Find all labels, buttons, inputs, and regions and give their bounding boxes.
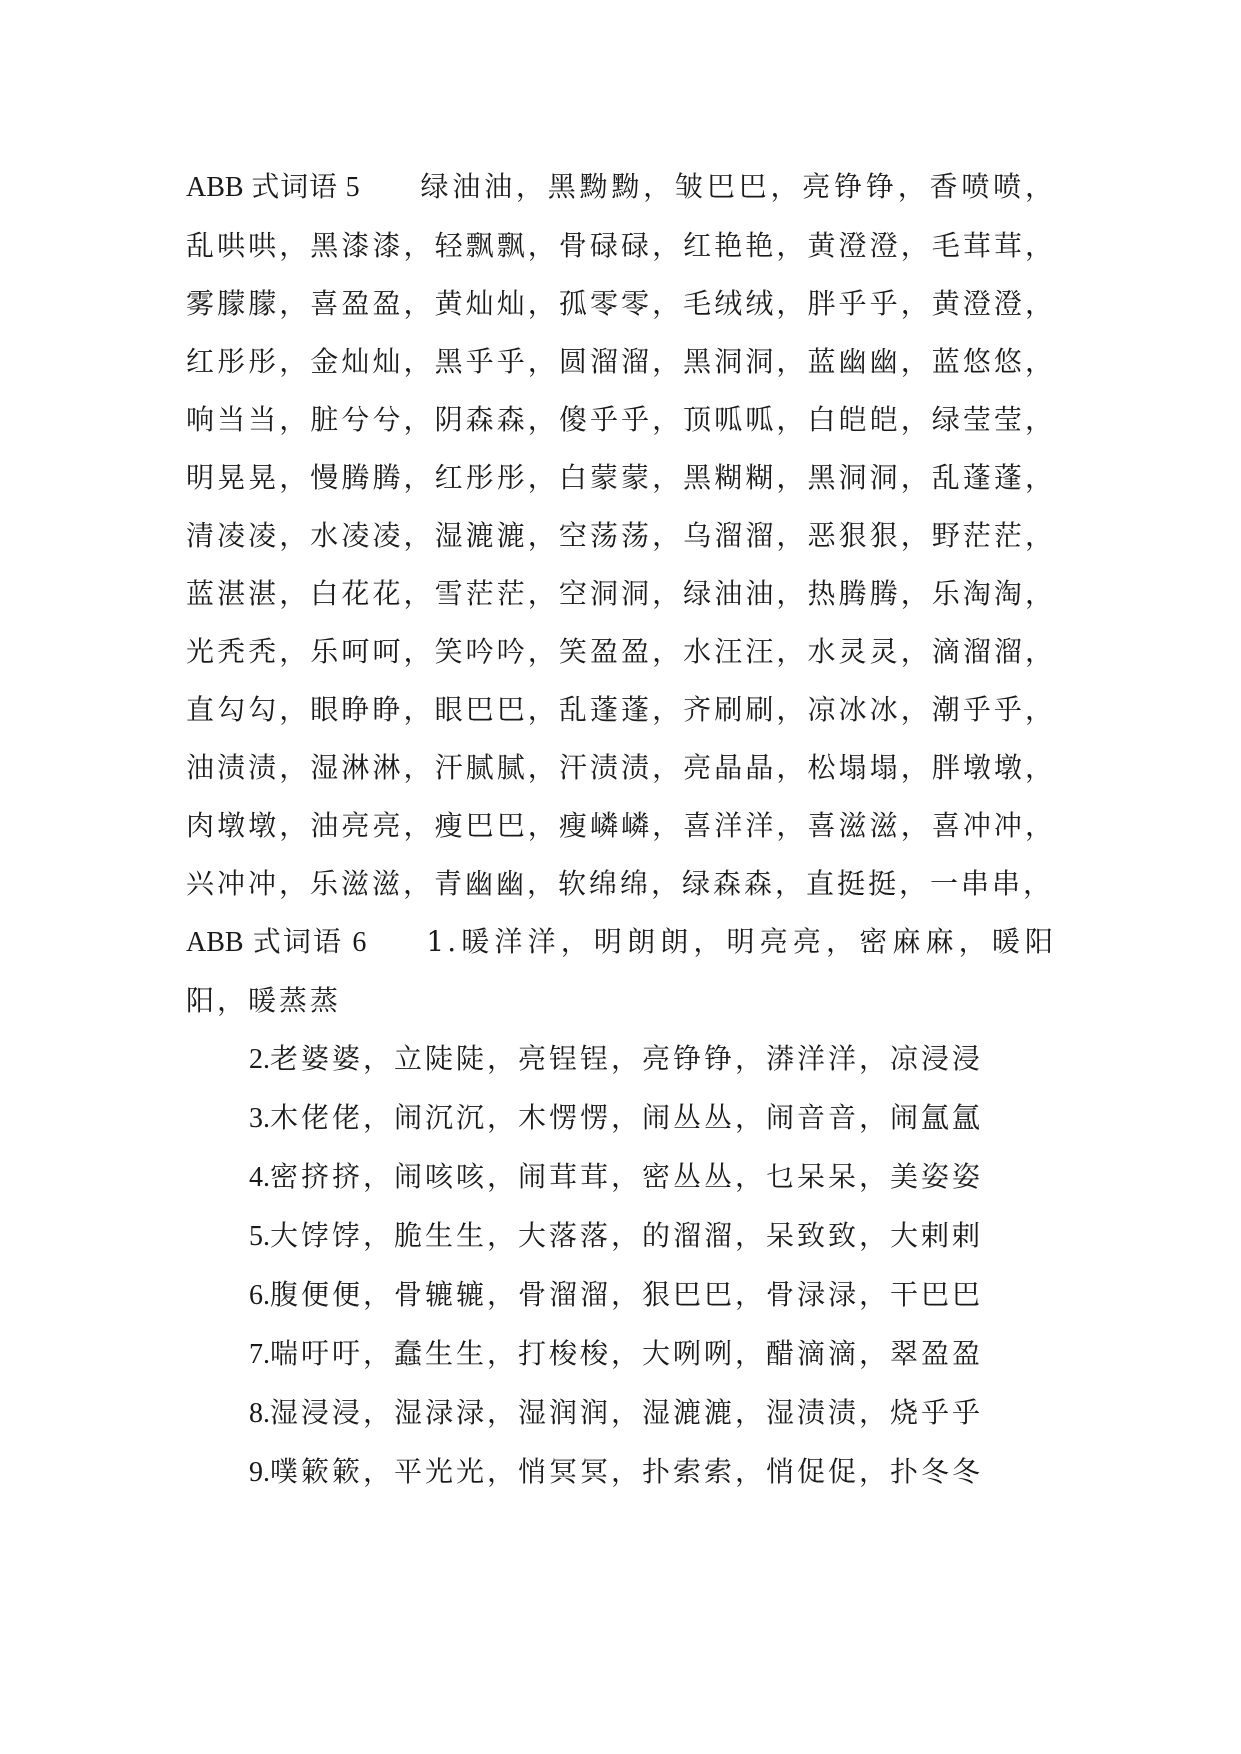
list-item-text: 密挤挤，闹咳咳，闹茸茸，密丛丛，乜呆呆，美姿姿	[270, 1160, 984, 1193]
list-item	[249, 1207, 1056, 1266]
list-item-number: 3.	[249, 1103, 270, 1134]
list-item-text: 噗簌簌，平光光，悄冥冥，扑索索，悄促促，扑冬冬	[270, 1455, 984, 1488]
list-item	[249, 1089, 1056, 1148]
section-5-label: ABB 式词语 5	[186, 172, 360, 203]
list-item-text: 老婆婆，立陡陡，亮锃锃，亮铮铮，漭洋洋，凉浸浸	[270, 1042, 984, 1075]
list-item-number: 9.	[249, 1457, 270, 1488]
section-6-label: ABB 式词语 6	[186, 927, 367, 958]
list-item-text: 湿浸浸，湿渌渌，湿润润，湿漉漉，湿渍渍，烧乎乎	[270, 1396, 984, 1429]
list-item-number: 4.	[249, 1162, 270, 1193]
list-item	[249, 1266, 1056, 1325]
section-5-text: 绿油油，黑黝黝，皱巴巴，亮铮铮，香喷喷，乱哄哄，黑漆漆，轻飘飘，骨碌碌，红艳艳，黄澄澄，毛茸茸，雾朦朦，喜盈盈，黄灿灿，孤零零，毛绒绒，胖乎乎，黄澄澄，红彤彤，金灿灿，黑乎乎，圆溜溜，黑洞洞，蓝幽幽，蓝悠悠，响当当，脏兮兮，阴森森，傻乎乎，顶呱呱，白皑皑，绿莹莹，明晃晃，慢腾腾，红彤彤，白蒙蒙，黑糊糊，黑洞洞，乱蓬蓬，清凌凌，水凌凌，湿漉漉，空荡荡，乌溜溜，恶狠狠，野茫茫，蓝湛湛，白花花，雪茫茫，空洞洞，绿油油，热腾腾，乐淘淘，光秃秃，乐呵呵，笑吟吟，笑盈盈，水汪汪，水灵灵，滴溜溜，直勾勾，眼睁睁，眼巴巴，乱蓬蓬，齐刷刷，凉冰冰，潮乎乎，油渍渍，湿淋淋，汗腻腻，汗渍渍，亮晶晶，松塌塌，胖墩墩，肉墩墩，油亮亮，瘦巴巴，瘦嶙嶙，喜洋洋，喜滋滋，喜冲冲，兴冲冲，乐滋滋，青幽幽，软绵绵，绿森森，直挺挺，一串串，	[186, 170, 1056, 900]
list-item-text: 喘吁吁，蠢生生，打梭梭，大咧咧，醋滴滴，翠盈盈	[270, 1337, 984, 1370]
list-item-number: 7.	[249, 1339, 270, 1370]
list-item-number: 6.	[249, 1280, 270, 1311]
section-6-paragraph	[186, 913, 1056, 1030]
list-item-text: 腹便便，骨辘辘，骨溜溜，狠巴巴，骨渌渌，干巴巴	[270, 1278, 984, 1311]
list-item-text: 大饽饽，脆生生，大落落，的溜溜，呆致致，大剌剌	[270, 1219, 984, 1252]
list-item	[249, 1030, 1056, 1089]
list-item	[249, 1148, 1056, 1207]
list-item	[249, 1384, 1056, 1443]
list-item-number: 2.	[249, 1044, 270, 1075]
list-item	[249, 1325, 1056, 1384]
list-item-number: 8.	[249, 1398, 270, 1429]
section-6-list	[186, 1030, 1056, 1502]
list-item-text: 木佬佬，闹沉沉，木愣愣，闹丛丛，闹音音，闹氲氲	[270, 1101, 984, 1134]
section-6-intro: 1.暖洋洋，明朗朗，明亮亮，密麻麻，暖阳阳，暖蒸蒸	[186, 925, 1057, 1017]
list-item-number: 5.	[249, 1221, 270, 1252]
list-item	[249, 1443, 1056, 1502]
section-5-paragraph	[186, 158, 1056, 913]
document-page	[186, 158, 1056, 1502]
